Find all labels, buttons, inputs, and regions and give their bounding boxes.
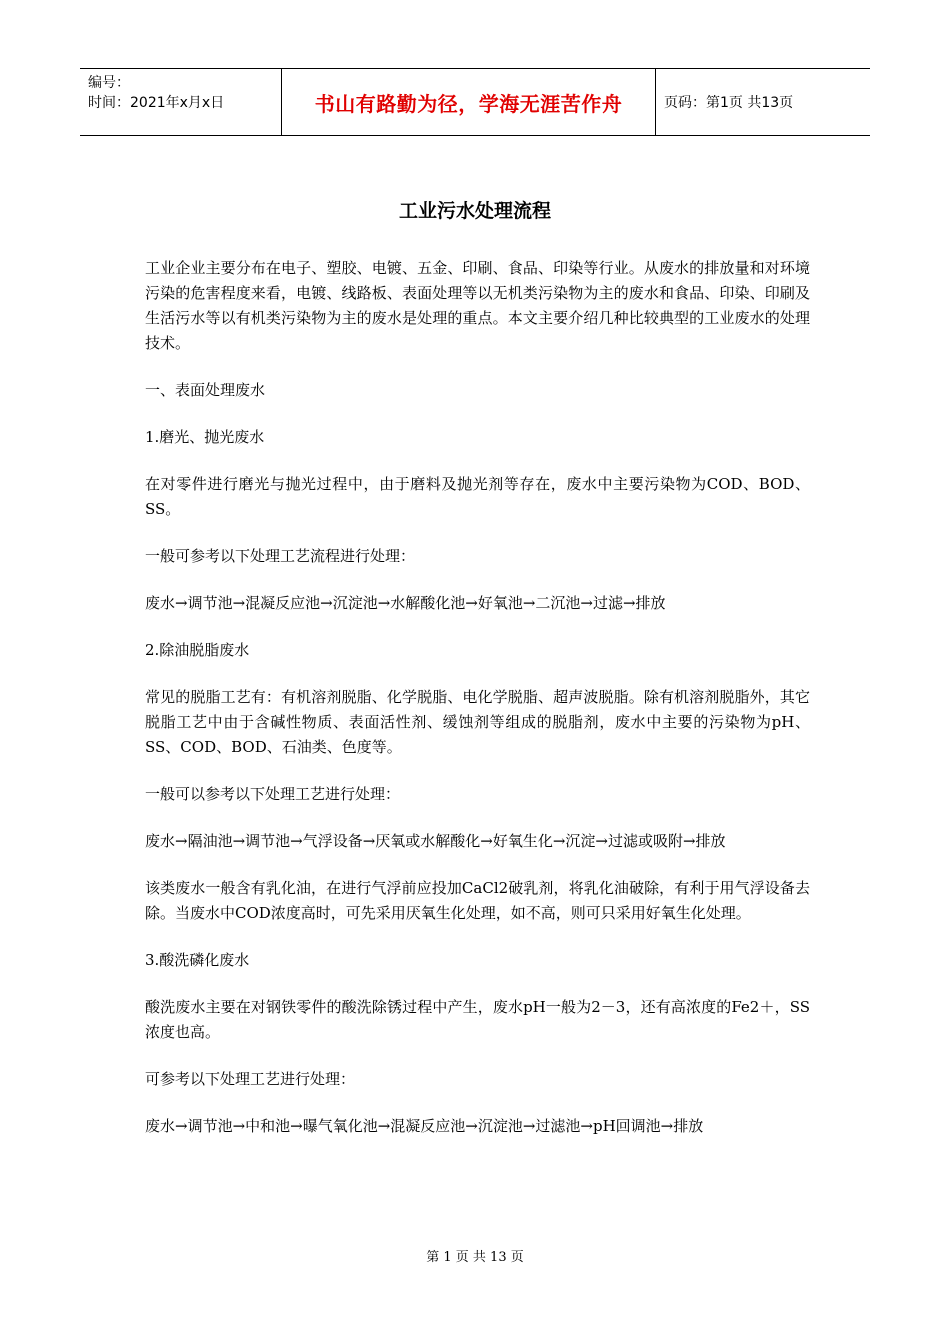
section-heading: 一、表面处理废水 [145,381,266,399]
body-paragraph: 常见的脱脂工艺有：有机溶剂脱脂、化学脱脂、电化学脱脂、超声波脱脂。除有机溶剂脱脂外，其它脱脂工艺中由于含碱性物质、表面活性剂、缓蚀剂等组成的脱脂剂，废水中主要的污染物为pH、SS、COD、BOD、石油类、色度等。 [145,688,810,756]
header-meta [80,69,282,135]
document-number-label: 编号： [88,75,130,91]
body-paragraph: 在对零件进行磨光与抛光过程中，由于磨料及抛光剂等存在，废水中主要污染物为COD、BOD、SS。 [145,475,810,518]
process-flow: 废水→隔油池→调节池→气浮设备→厌氧或水解酸化→好氧生化→沉淀→过滤或吸附→排放 [145,832,726,850]
body-paragraph: 酸洗废水主要在对钢铁零件的酸洗除锈过程中产生，废水pH一般为2－3，还有高浓度的Fe2＋，SS浓度也高。 [145,998,810,1041]
body-paragraph: 一般可参考以下处理工艺流程进行处理： [145,547,416,565]
header-page-info: 页码：第1页 共13页 [664,95,794,111]
document-title: 工业污水处理流程 [398,200,551,222]
process-flow: 废水→调节池→混凝反应池→沉淀池→水解酸化池→好氧池→二沉池→过滤→排放 [145,594,666,612]
subsection-heading: 3.酸洗磷化废水 [145,951,250,969]
document-date-label: 时间：2021年x月x日 [88,95,225,111]
body-paragraph: 可参考以下处理工艺进行处理： [145,1070,356,1088]
header-table [80,68,870,136]
body-paragraph: 一般可以参考以下处理工艺进行处理： [145,785,401,803]
process-flow: 废水→调节池→中和池→曝气氧化池→混凝反应池→沉淀池→过滤池→pH回调池→排放 [145,1117,704,1135]
header-motto: 书山有路勤为径，学海无涯苦作舟 [282,69,656,135]
document-body [145,256,810,1161]
intro-paragraph: 工业企业主要分布在电子、塑胶、电镀、五金、印刷、食品、印染等行业。从废水的排放量和对环境污染的危害程度来看，电镀、线路板、表面处理等以无机类污染物为主的废水和食品、印染、印刷及生活污水等以有机类污染物为主的废水是处理的重点。本文主要介绍几种比较典型的工业废水的处理技术。 [145,259,810,352]
subsection-heading: 2.除油脱脂废水 [145,641,250,659]
body-paragraph: 该类废水一般含有乳化油，在进行气浮前应投加CaCl2破乳剂，将乳化油破除，有利于用气浮设备去除。当废水中COD浓度高时，可先采用厌氧生化处理，如不高，则可只采用好氧生化处理。 [145,879,810,922]
page-footer: 第 1 页 共 13 页 [426,1250,524,1265]
subsection-heading: 1.磨光、抛光废水 [145,428,265,446]
